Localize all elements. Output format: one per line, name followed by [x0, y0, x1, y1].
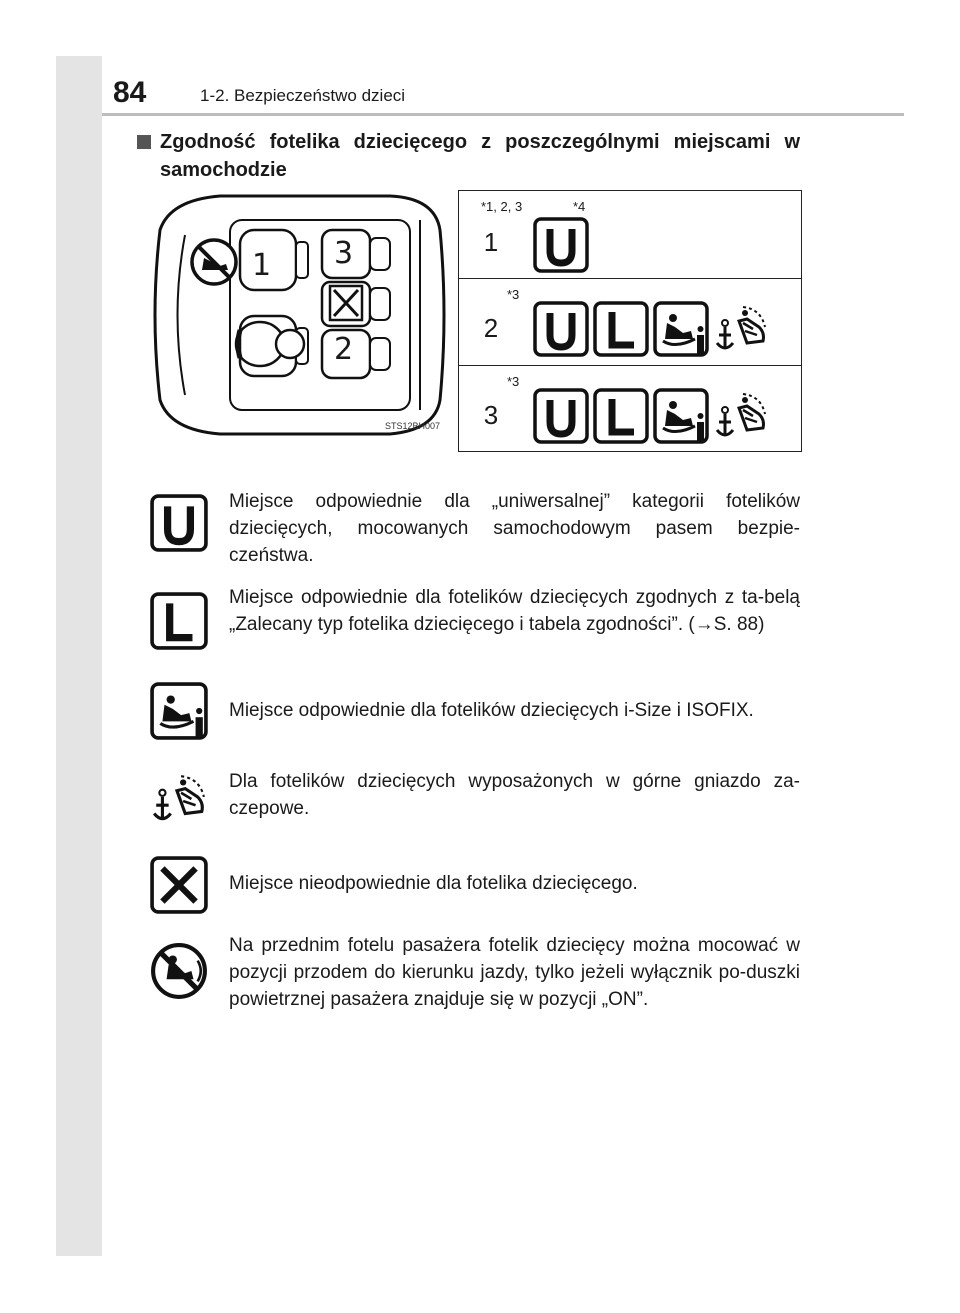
figure-id: STS12BH007 [385, 421, 441, 431]
header-rule [102, 113, 904, 116]
section-heading: Zgodność fotelika dziecięcego z poszczególnymi miejscami w samochodzie [160, 131, 800, 181]
legend-text: Miejsce odpowiednie dla fotelików dziecięcych zgodnych z ta-belą „Zalecany typ fotelika dziecięcego i tabela zgodności”. (→S. 88) [229, 587, 800, 635]
seat-label-2: 2 [334, 332, 354, 367]
legend-text: Miejsce odpowiednie dla „uniwersalnej” kategorii fotelików dziecięcych, mocowanych samochodowym pasem bezpie-czeństwa. [229, 491, 800, 566]
limited-icon [593, 301, 649, 357]
limited-icon [593, 388, 649, 444]
universal-icon [533, 301, 589, 357]
section-bullet-icon [137, 135, 151, 149]
table-row [459, 191, 801, 279]
isofix-icon [653, 301, 709, 357]
top-tether-icon [713, 301, 769, 357]
table-row [459, 366, 801, 453]
row-note: *1, 2, 3 [481, 199, 523, 214]
row-note: *3 [507, 287, 520, 302]
universal-icon [533, 217, 589, 273]
car-seat-diagram [140, 190, 450, 440]
no-rear-facing-icon [150, 942, 208, 1000]
page-number: 84 [113, 76, 147, 109]
universal-icon [533, 388, 589, 444]
legend-text: Dla fotelików dziecięcych wyposażonych w górne gniazdo za-czepowe. [229, 771, 800, 819]
seat-number: 3 [483, 400, 499, 430]
limited-icon [150, 592, 208, 650]
legend-text: Na przednim fotelu pasażera fotelik dziecięcy można mocować w pozycji przodem do kierunku jazdy, tylko jeżeli wyłącznik po-duszki powietrznej pasażera znajduje się w pozycji „ON”. [229, 935, 800, 1010]
seat-label-1: 1 [252, 248, 272, 283]
legend-text: Miejsce nieodpowiednie dla fotelika dziecięcego. [229, 873, 638, 894]
side-band [56, 56, 102, 1256]
row-note: *4 [573, 199, 586, 214]
top-tether-icon [150, 770, 208, 828]
seat-label-3: 3 [334, 236, 354, 271]
seat-number: 1 [483, 227, 499, 257]
row-note: *3 [507, 374, 520, 389]
top-tether-icon [713, 388, 769, 444]
chapter-title: 1-2. Bezpieczeństwo dzieci [200, 86, 406, 105]
table-row [459, 279, 801, 366]
cross-icon [150, 856, 208, 914]
universal-icon [150, 494, 208, 552]
isofix-icon [653, 388, 709, 444]
legend-text: Miejsce odpowiednie dla fotelików dziecięcych i-Size i ISOFIX. [229, 700, 754, 721]
isofix-icon [150, 682, 208, 740]
seat-number: 2 [483, 313, 499, 343]
seat-compatibility-table [458, 190, 802, 452]
